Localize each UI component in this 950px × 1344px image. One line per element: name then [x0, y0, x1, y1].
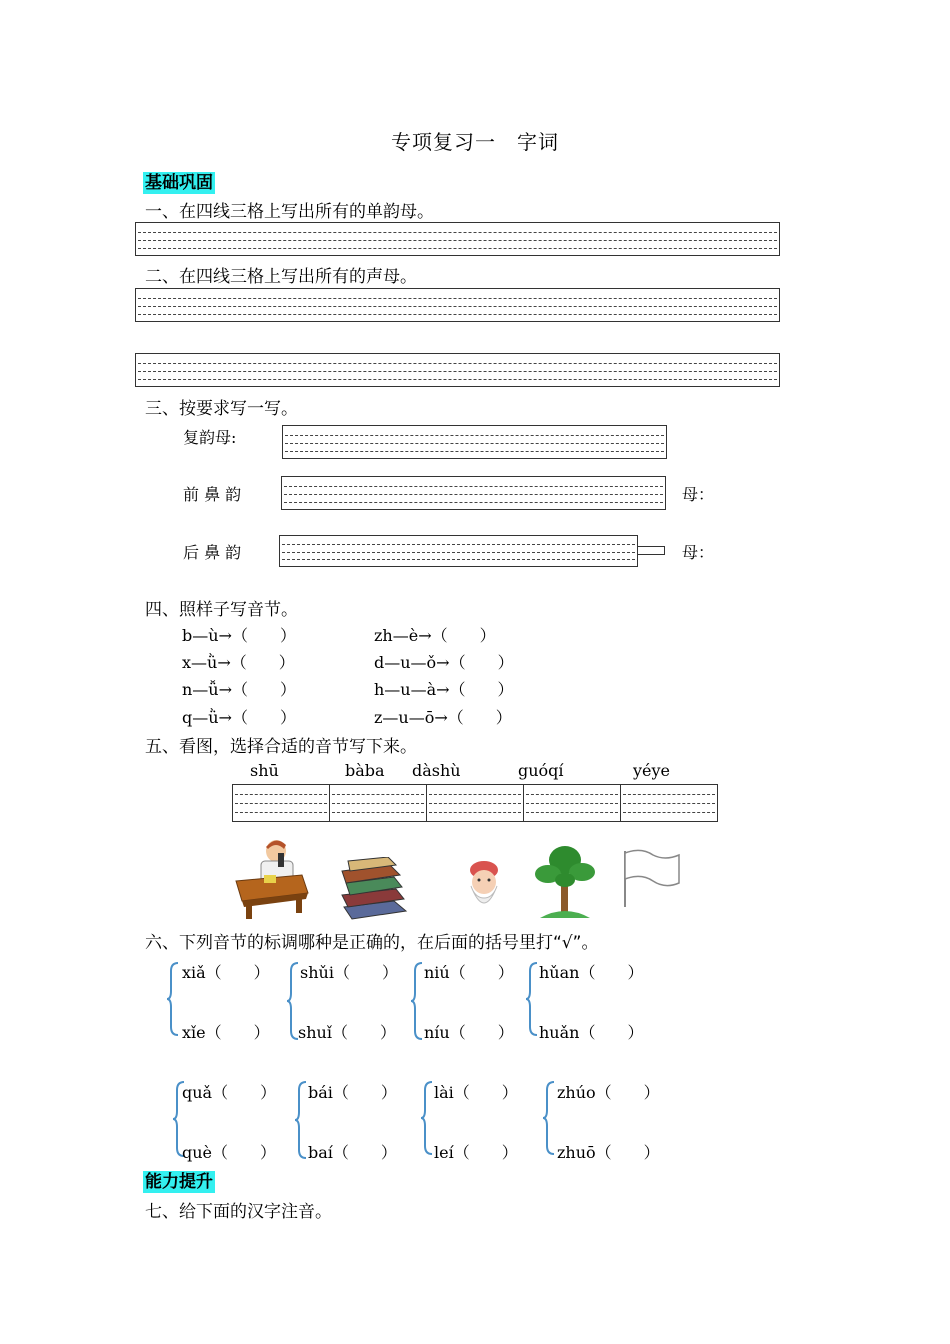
tree-icon — [530, 840, 600, 920]
writing-lines-back-nasal[interactable] — [279, 535, 638, 567]
writing-lines-1[interactable] — [135, 222, 780, 256]
writing-lines-2a[interactable] — [135, 288, 780, 322]
q4-item: q—ǜ→（ ） — [182, 708, 296, 727]
tone-option[interactable]: niú（ ） — [424, 963, 514, 982]
brace-icon — [166, 961, 180, 1037]
grandpa-face-icon — [463, 858, 505, 918]
q4-item: h—u—à→（ ） — [374, 680, 514, 699]
syllable: yéye — [633, 761, 671, 780]
syllable: guóqí — [518, 761, 564, 780]
tone-option[interactable]: lài（ ） — [434, 1083, 518, 1102]
question-3: 三、按要求写一写。 — [145, 399, 298, 419]
q4-item: z—u—ō→（ ） — [374, 708, 512, 727]
flag-icon — [621, 849, 683, 909]
writing-lines-diphthong[interactable] — [282, 425, 667, 459]
question-4: 四、照样子写音节。 — [145, 600, 298, 620]
section-badge-basic — [143, 168, 215, 193]
syllable: dàshù — [412, 761, 461, 780]
man-at-desk-icon — [234, 835, 310, 921]
syllable: bàba — [345, 761, 385, 780]
syllable: shū — [250, 761, 279, 780]
q4-item: b—ù→（ ） — [182, 626, 296, 645]
q3-row-label: 复韵母: — [183, 428, 237, 447]
tone-option[interactable]: leí（ ） — [434, 1143, 518, 1162]
brace-icon — [542, 1080, 556, 1156]
q4-item: zh—è→（ ） — [374, 626, 496, 645]
brace-icon — [410, 961, 424, 1041]
writing-lines-2b[interactable] — [135, 353, 780, 387]
brace-icon — [294, 1080, 308, 1160]
tone-option[interactable]: xiǎ（ ） — [182, 963, 270, 982]
tone-option[interactable]: bái（ ） — [308, 1083, 397, 1102]
tone-option[interactable]: quǎ（ ） — [182, 1083, 277, 1102]
brace-icon — [420, 1080, 434, 1156]
tone-option[interactable]: zhuō（ ） — [557, 1143, 660, 1162]
q3-suffix: 母： — [682, 543, 715, 562]
question-2: 二、在四线三格上写出所有的声母。 — [145, 267, 417, 287]
brace-icon — [525, 961, 539, 1037]
q3-suffix: 母： — [682, 485, 715, 504]
tone-option[interactable]: què（ ） — [182, 1143, 277, 1162]
q3-row-label: 后 鼻 韵 — [183, 543, 242, 562]
writing-lines-front-nasal[interactable] — [281, 476, 666, 510]
tone-option[interactable]: zhúo（ ） — [557, 1083, 660, 1102]
q4-item: d—u—ǒ→（ ） — [374, 653, 514, 672]
q4-item: x—ǜ→（ ） — [182, 653, 295, 672]
books-icon — [338, 857, 410, 921]
tone-option[interactable]: níu（ ） — [424, 1023, 514, 1042]
section-label: 能力提升 — [145, 1172, 213, 1192]
question-6: 六、下列音节的标调哪种是正确的，在后面的括号里打“√”。 — [145, 933, 599, 953]
tone-option[interactable]: shuǐ（ ） — [298, 1023, 396, 1042]
section-badge-advanced — [143, 1167, 215, 1192]
tone-option[interactable]: shǔi（ ） — [300, 963, 398, 982]
answer-grid[interactable] — [232, 784, 718, 822]
small-box — [637, 546, 665, 555]
section-label: 基础巩固 — [145, 173, 213, 193]
page-title: 专项复习一 字词 — [391, 130, 559, 154]
question-1: 一、在四线三格上写出所有的单韵母。 — [145, 202, 434, 222]
q4-item: n—ǚ→（ ） — [182, 680, 297, 699]
tone-option[interactable]: huǎn（ ） — [539, 1023, 644, 1042]
question-7: 七、给下面的汉字注音。 — [145, 1202, 332, 1222]
question-5: 五、看图，选择合适的音节写下来。 — [145, 737, 417, 757]
tone-option[interactable]: hǔan（ ） — [539, 963, 644, 982]
q3-row-label: 前 鼻 韵 — [183, 485, 242, 504]
tone-option[interactable]: baí（ ） — [308, 1143, 397, 1162]
tone-option[interactable]: xǐe（ ） — [182, 1023, 270, 1042]
